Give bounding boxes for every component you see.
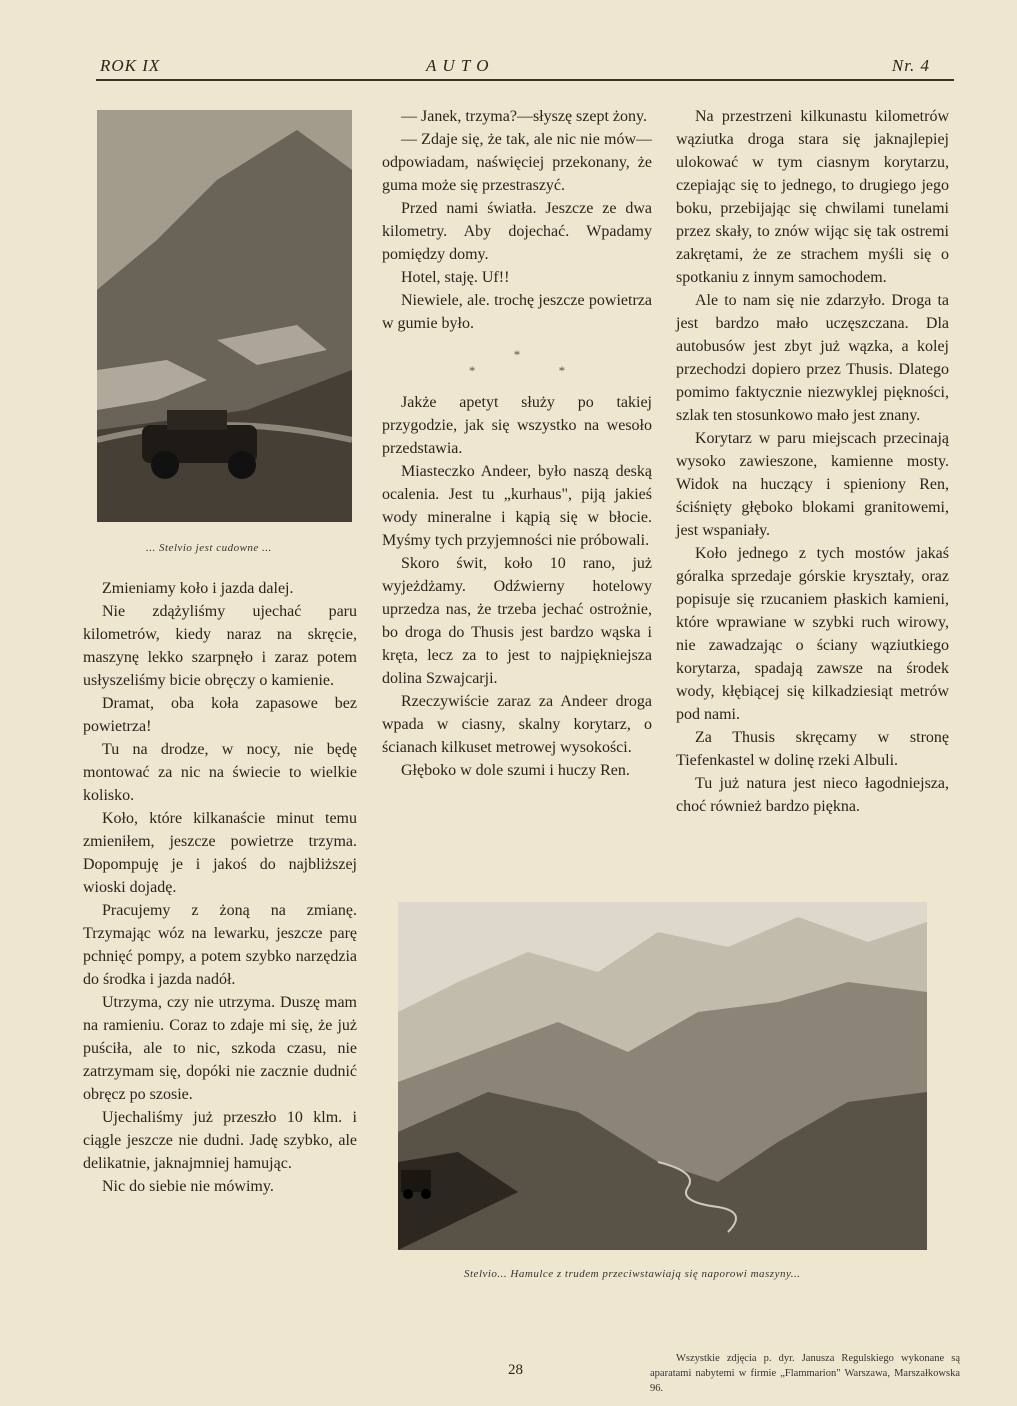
paragraph: Miasteczko Andeer, było naszą deską ocalenia. Jest tu „kurhaus", piją jakieś wody mineralne i kąpią się w błocie. Myśmy tych przyjemności nie próbowali. xyxy=(382,463,652,549)
header-title: A U T O xyxy=(426,56,490,75)
paragraph: — Zdaje się, że tak, ale nic nie mów—odpowiadam, naświęciej przekonany, że guma może się przestraszyć. xyxy=(382,131,652,194)
paragraph: — Janek, trzyma?—słyszę szept żony. xyxy=(401,108,647,125)
paragraph: Tu już natura jest nieco łagodniejsza, choć również bardzo piękna. xyxy=(676,775,949,815)
paragraph: Rzeczywiście zaraz za Andeer droga wpada w ciasny, skalny korytarz, o ścianach kilkuset metrowej wysokości. xyxy=(382,693,652,756)
paragraph: Dramat, oba koła zapasowe bez powietrza! xyxy=(83,695,357,735)
text-column-3 xyxy=(676,105,949,818)
photo-stelvio-valley xyxy=(398,902,927,1250)
paragraph: Nic do siebie nie mówimy. xyxy=(102,1178,274,1195)
paragraph: Pracujemy z żoną na zmianę. Trzymając wóz na lewarku, jeszcze parę pchnięć pompy, a potem szybko narzędzia do środka i jazda nadół. xyxy=(83,902,357,988)
photo1-caption: ... Stelvio jest cudowne ... xyxy=(146,542,272,554)
photo-car-mountain-road xyxy=(97,110,352,522)
paragraph: Przed nami światła. Jeszcze ze dwa kilometry. Aby dojechać. Wpadamy pomiędzy domy. xyxy=(382,200,652,263)
paragraph: Korytarz w paru miejscach przecinają wysoko zawieszone, kamienne mosty. Widok na huczący i spieniony Ren, ściśnięty głęboko blokami granitowemi, jest wspaniały. xyxy=(676,430,949,539)
header-issue: Nr. 4 xyxy=(891,56,930,75)
paragraph: Hotel, staję. Uf!! xyxy=(401,269,510,286)
paragraph: Na przestrzeni kilkunastu kilometrów wąziutka droga stara się jaknajlepiej ulokować w tym ciasnym korytarzu, czepiając się to jednego, to drugiego jego boku, przebijając się chwilami tunelami przez skały, to znów wijąc się tak ostremi zakrętami, że ze strachem myśli się o spotkaniu z innym samochodem. xyxy=(676,108,949,286)
photo2-caption: Stelvio... Hamulce z trudem przeciwstawiają się naporowi maszyny... xyxy=(464,1268,801,1280)
paragraph: Tu na drodze, w nocy, nie będę montować za nic na świecie to wielkie kolisko. xyxy=(83,741,357,804)
paragraph: Ale to nam się nie zdarzyło. Droga ta jest bardzo mało uczęszczana. Dla autobusów jest zbyt już wązka, a kolej przechodzi dopiero przez Thusis. Dlatego pomimo faktycznie niezwyklej piękności, szlak ten stosunkowo mało jest znany. xyxy=(676,292,949,424)
paragraph: Jakże apetyt służy po takiej przygodzie, jak się wszystko na wesoło przedstawia. xyxy=(382,394,652,457)
separator-star-left: * xyxy=(468,363,476,378)
header-rule xyxy=(96,79,954,81)
paragraph: Nie zdążyliśmy ujechać paru kilometrów, kiedy naraz na skręcie, maszynę lekko szarpnęło i zaraz potem usłyszeliśmy bicie obręczy o kamienie. xyxy=(83,603,357,689)
paragraph: Ujechaliśmy już przeszło 10 klm. i ciągle jeszcze nie dudni. Jadę szybko, ale delikatnie, jaknajmniej hamując. xyxy=(83,1109,357,1172)
separator-star-right: * xyxy=(558,363,566,378)
paragraph: Za Thusis skręcamy w stronę Tiefenkastel w dolinę rzeki Albuli. xyxy=(676,729,949,769)
running-header xyxy=(96,56,930,80)
text-column-2 xyxy=(382,105,652,782)
paragraph: Głęboko w dole szumi i huczy Ren. xyxy=(401,762,630,779)
paragraph: Koło, które kilkanaście minut temu zmieniłem, jeszcze powietrze trzyma. Dopompuję je i jakoś do najbliższej wioski dojadę. xyxy=(83,810,357,896)
paragraph: Zmieniamy koło i jazda dalej. xyxy=(102,580,294,597)
page-number: 28 xyxy=(508,1362,523,1378)
paragraph: Utrzyma, czy nie utrzyma. Duszę mam na ramieniu. Coraz to zdaje mi się, że już puściła, ale to nic, szkoda czasu, nie zatrzymam się, dopóki nie zacznie dudnić obręcz po szosie. xyxy=(83,994,357,1103)
text-column-1 xyxy=(83,577,357,1198)
section-separator xyxy=(382,347,652,379)
paragraph: Koło jednego z tych mostów jakaś góralka sprzedaje górskie kryształy, oraz popisuje się rzucaniem płaskich kamieni, które wprawiane w szybki ruch wirowy, nie zawadzając o ściany wąziutkiego korytarza, spadają zawsze na środek wody, kłębiącej się kilkadziesiąt metrów pod nami. xyxy=(676,545,949,723)
paragraph: Skoro świt, koło 10 rano, już wyjeżdżamy. Odźwierny hotelowy uprzedza nas, że trzeba jechać ostrożnie, bo droga do Thusis jest bardzo wąska i kręta, lecz za to jest to najpiękniejsza dolina Szwajcarji. xyxy=(382,555,652,687)
credit-text: Wszystkie zdjęcia p. dyr. Janusza Regulskiego wykonane są aparatami nabytemi w firmie „Flammarion" Warszawa, Marszałkowska 96. xyxy=(650,1353,960,1394)
separator-star-top: * xyxy=(513,347,521,362)
paragraph: Niewiele, ale. trochę jeszcze powietrza w gumie było. xyxy=(382,292,652,332)
photo-credit-note xyxy=(650,1351,960,1396)
header-volume: ROK IX xyxy=(100,56,161,75)
